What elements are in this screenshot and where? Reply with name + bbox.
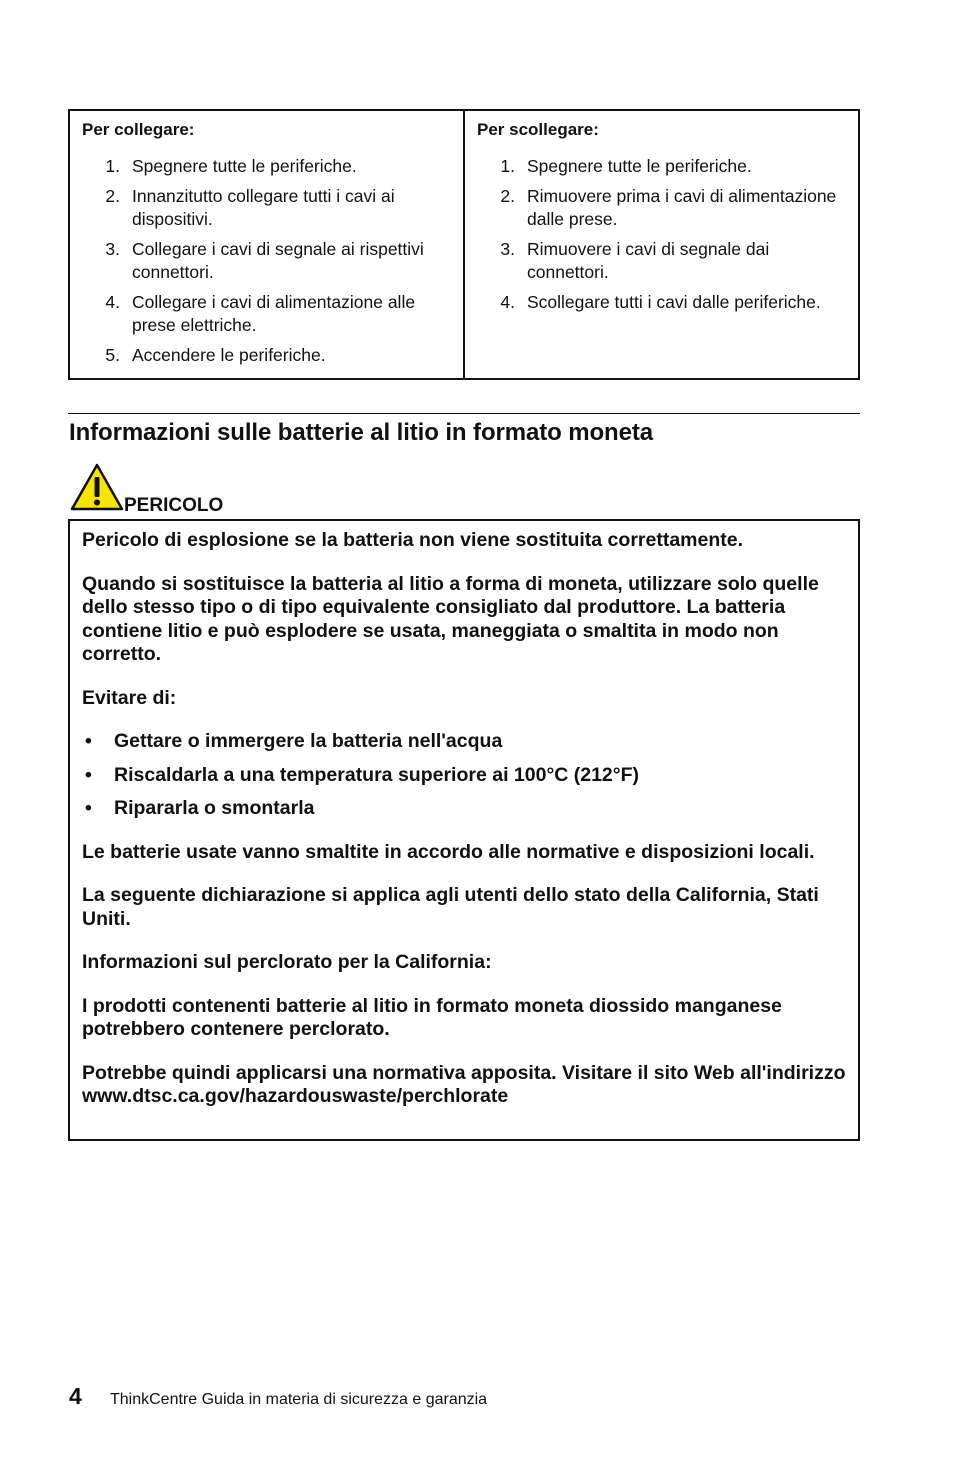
connect-column: [70, 111, 463, 378]
danger-bullet-list: [82, 730, 846, 821]
connection-table: [68, 109, 860, 380]
connect-heading: Per collegare:: [82, 120, 195, 139]
list-item: 3. Rimuovere i cavi di segnale dai connettori.: [500, 239, 770, 282]
section-title: Informazioni sulle batterie al litio in formato moneta: [69, 419, 654, 446]
danger-paragraph: Quando si sostituisce la batteria al litio a forma di moneta, utilizzare solo quelle dello stesso tipo o di tipo equivalente consigliato dal produttore. La batteria contiene litio e può esplodere se usata, maneggiata o smaltita in modo non corretto.: [82, 572, 819, 665]
disconnect-heading: Per scollegare:: [477, 120, 599, 139]
list-item: 1. Spegnere tutte le periferiche.: [105, 156, 357, 176]
connect-steps: [82, 155, 451, 367]
bullet-icon: •: [85, 763, 92, 786]
danger-paragraph: La seguente dichiarazione si applica agli utenti dello stato della California, Stati Uniti.: [82, 884, 819, 930]
list-item: 4. Collegare i cavi di alimentazione alle prese elettriche.: [105, 292, 416, 335]
list-item: 3. Collegare i cavi di segnale ai rispettivi connettori.: [105, 239, 424, 282]
danger-paragraph: Informazioni sul perclorato per la California:: [82, 951, 492, 973]
danger-header: [70, 462, 250, 518]
bullet-icon: •: [85, 730, 92, 752]
footer-title: ThinkCentre Guida in materia di sicurezza e garanzia: [110, 1391, 488, 1408]
list-item: • Gettare o immergere la batteria nell'acqua: [82, 730, 846, 754]
bullet-icon: •: [85, 797, 92, 819]
danger-paragraph: Evitare di:: [82, 686, 177, 709]
danger-notice-box: [68, 519, 860, 1141]
disconnect-column: [463, 111, 858, 378]
danger-paragraph: Potrebbe quindi applicarsi una normativa apposita. Visitare il sito Web all'indirizzo www.dtsc.ca.gov/hazardouswaste/perchlorate: [82, 1061, 846, 1107]
list-item: 4. Scollegare tutti i cavi dalle periferiche.: [500, 292, 821, 312]
danger-paragraph: Pericolo di esplosione se la batteria non viene sostituita correttamente.: [82, 529, 744, 551]
list-item: 2. Rimuovere prima i cavi di alimentazione dalle prese.: [500, 186, 837, 229]
section-divider: [68, 413, 860, 414]
list-item: 1. Spegnere tutte le periferiche.: [500, 156, 752, 176]
list-item: 2. Innanzitutto collegare tutti i cavi ai dispositivi.: [105, 186, 395, 229]
disconnect-steps: [477, 155, 846, 314]
list-item: 5. Accendere le periferiche.: [105, 345, 326, 365]
page-number: 4: [69, 1383, 82, 1409]
danger-paragraph: Le batterie usate vanno smaltite in accordo alle normative e disposizioni locali.: [82, 840, 815, 863]
danger-paragraph: I prodotti contenenti batterie al litio in formato moneta diossido manganese potrebbero contenere perclorato.: [82, 994, 782, 1040]
danger-label: PERICOLO: [124, 495, 224, 516]
list-item: • Riscaldarla a una temperatura superiore ai 100°C (212°F): [82, 764, 846, 788]
list-item: • Ripararla o smontarla: [82, 797, 846, 821]
warning-triangle-icon: [70, 462, 124, 512]
page-footer: [69, 1383, 487, 1410]
